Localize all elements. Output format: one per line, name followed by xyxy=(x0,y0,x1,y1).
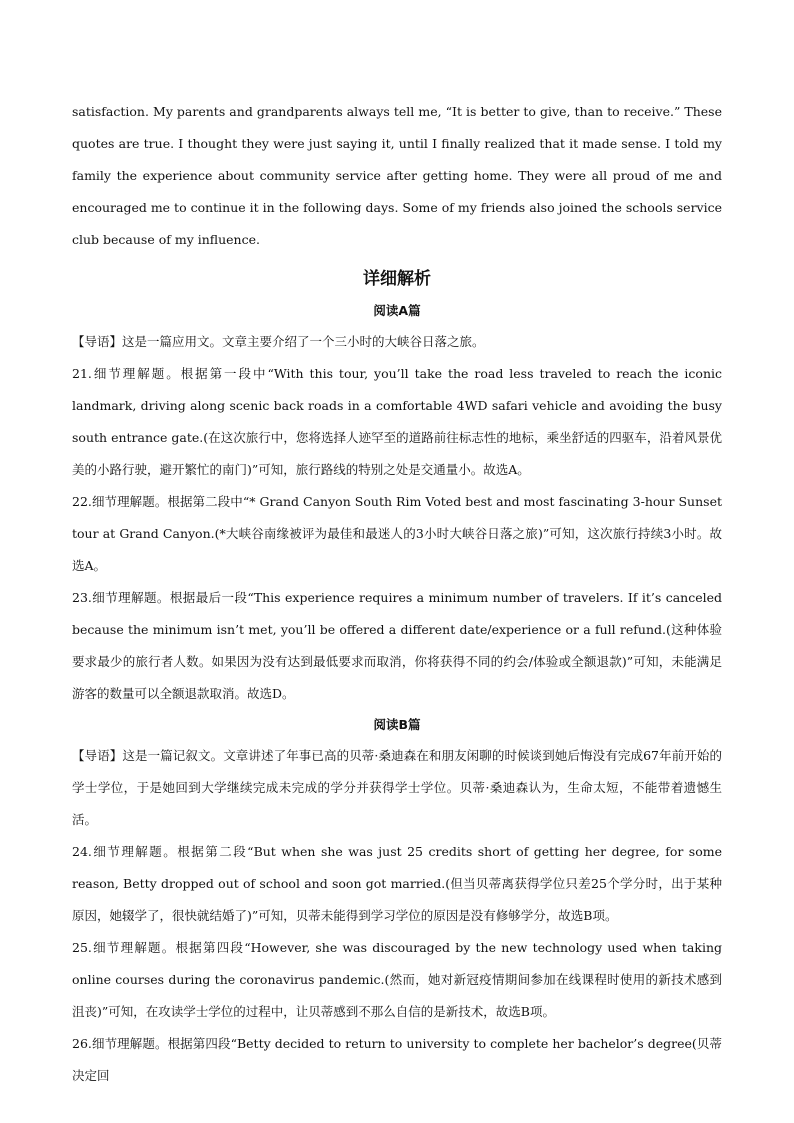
reading-a-heading: 阅读A篇 xyxy=(373,303,421,318)
document-page xyxy=(72,96,722,1092)
intro-paragraph: satisfaction. My parents and grandparents always tell me, “It is better to give, than to receive.” These quotes are true. I thought they were just saying it, until I finally realized that it made sense. I told my family the experience about community service after getting home. They were all proud of me and encouraged me to continue it in the following days. Some of my friends also joined the schools service club because of my influence. xyxy=(72,104,722,247)
section-title: 详细解析 xyxy=(363,269,431,289)
reading-a-intro: 【导语】这是一篇应用文。文章主要介绍了一个三小时的大峡谷日落之旅。 xyxy=(72,334,485,349)
reading-b-heading: 阅读B篇 xyxy=(373,717,421,732)
question-21-analysis: 21.细节理解题。根据第一段中“With this tour, you’ll take the road less traveled to reach the iconic landmark, driving along scenic back roads in a comfortable 4WD safari vehicle and avoiding the busy south entrance gate.(在这次旅行中，您将选择人迹罕至的道路前往标志性的地标，乘坐舒适的四驱车，沿着风景优美的小路行驶，避开繁忙的南门)”可知，旅行路线的特别之处是交通量小。故选A。 xyxy=(72,366,722,477)
question-25-analysis: 25.细节理解题。根据第四段“However, she was discouraged by the new technology used when taking online courses during the coronavirus pandemic.(然而，她对新冠疫情期间参加在线课程时使用的新技术感到沮丧)”可知，在攻读学士学位的过程中，让贝蒂感到不那么自信的是新技术，故选B项。 xyxy=(72,940,722,1019)
question-24-analysis: 24.细节理解题。根据第二段“But when she was just 25 credits short of getting her degree, for some reason, Betty dropped out of school and soon got married.(但当贝蒂离获得学位只差25个学分时，出于某种原因，她辍学了，很快就结婚了)”可知，贝蒂未能得到学习学位的原因是没有修够学分，故选B项。 xyxy=(72,844,722,923)
question-23-analysis: 23.细节理解题。根据最后一段“This experience requires a minimum number of travelers. If it’s canceled because the minimum isn’t met, you’ll be offered a different date/experience or a full refund.(这种体验要求最少的旅行者人数。如果因为没有达到最低要求而取消，你将获得不同的约会/体验或全额退款)”可知，未能满足游客的数量可以全额退款取消。故选D。 xyxy=(72,590,722,701)
reading-b-intro: 【导语】这是一篇记叙文。文章讲述了年事已高的贝蒂·桑迪森在和朋友闲聊的时候谈到她后悔没有完成67年前开始的学士学位，于是她回到大学继续完成未完成的学分并获得学士学位。贝蒂·桑迪森认为，生命太短，不能带着遗憾生活。 xyxy=(72,748,722,827)
question-26-analysis: 26.细节理解题。根据第四段“Betty decided to return to university to complete her bachelor’s degree(贝蒂决定回 xyxy=(72,1036,722,1083)
question-22-analysis: 22.细节理解题。根据第二段中“* Grand Canyon South Rim Voted best and most fascinating 3-hour Sunset tour at Grand Canyon.(*大峡谷南缘被评为最佳和最迷人的3小时大峡谷日落之旅)”可知，这次旅行持续3小时。故选A。 xyxy=(72,494,722,573)
